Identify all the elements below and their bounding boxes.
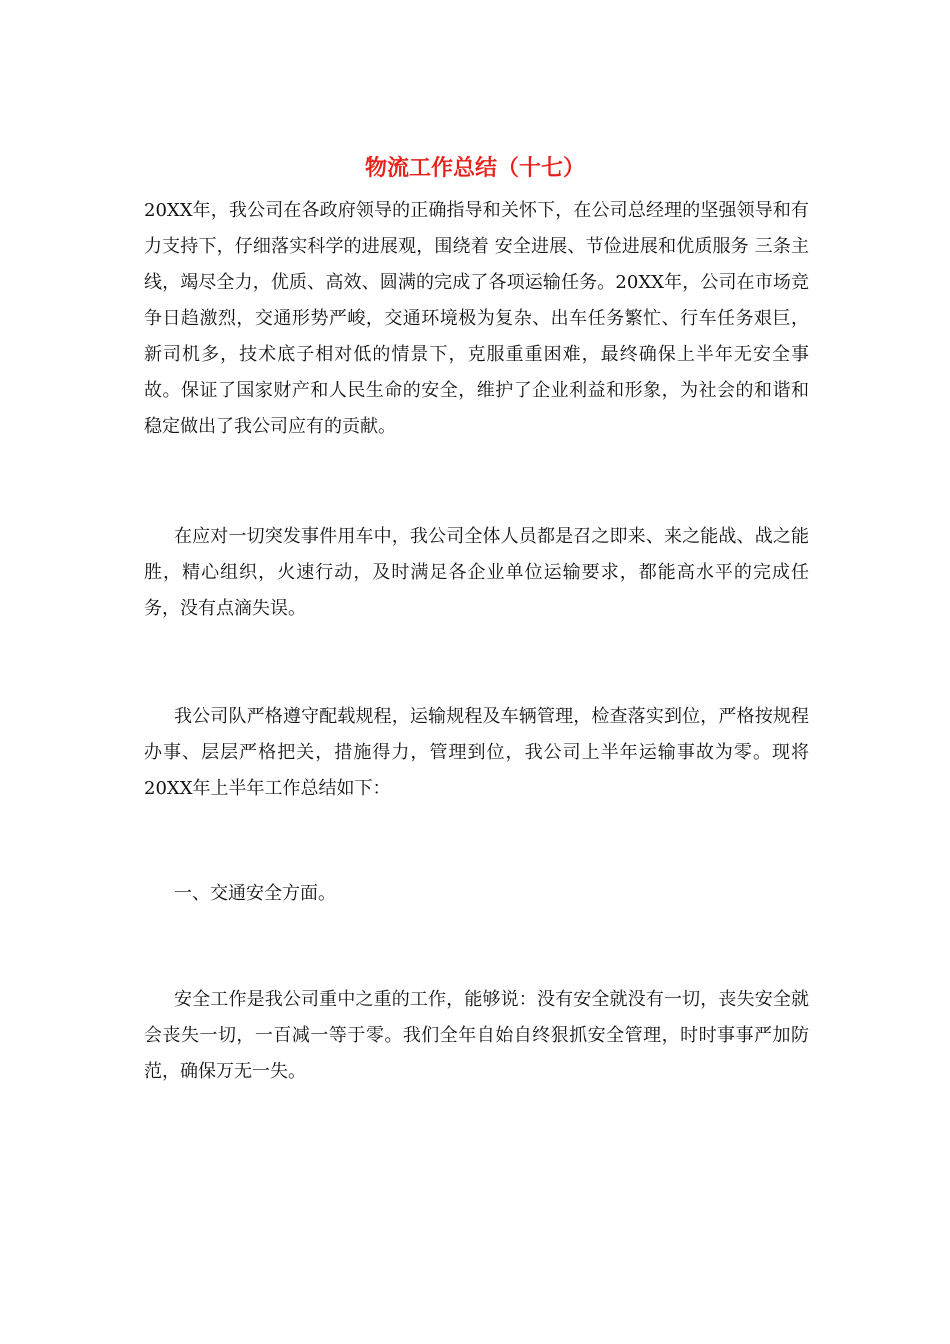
section-heading-traffic-safety: 一、交通安全方面。 <box>174 883 336 904</box>
paragraph-regulations: 我公司队严格遵守配载规程，运输规程及车辆管理，检查落实到位，严格按规程办事、层层严格把关，措施得力，管理到位，我公司上半年运输事故为零。现将20XX年上半年工作总结如下： <box>144 706 809 799</box>
paragraph-intro: 20XX年，我公司在各政府领导的正确指导和关怀下，在公司总经理的坚强领导和有力支持下，仔细落实科学的进展观，围绕着 安全进展、节俭进展和优质服务 三条主线，竭尽全力，优质、高效、圆满的完成了各项运输任务。20XX年，公司在市场竞争日趋激烈，交通形势严峻，交通环境极为复杂、出车任务繁忙、行车任务艰巨，新司机多，技术底子相对低的情景下，克服重重困难，最终确保上半年无安全事故。保证了国家财产和人民生命的安全，维护了企业利益和形象，为社会的和谐和稳定做出了我公司应有的贡献。 <box>144 200 809 437</box>
paragraph-emergency: 在应对一切突发事件用车中，我公司全体人员都是召之即来、来之能战、战之能胜，精心组织，火速行动，及时满足各企业单位运输要求，都能高水平的完成任务，没有点滴失误。 <box>144 526 809 619</box>
paragraph-safety-work: 安全工作是我公司重中之重的工作，能够说：没有安全就没有一切，丧失安全就会丧失一切，一百减一等于零。我们全年自始自终狠抓安全管理，时时事事严加防范，确保万无一失。 <box>144 989 809 1082</box>
document-title: 物流工作总结（十七） <box>364 155 585 181</box>
